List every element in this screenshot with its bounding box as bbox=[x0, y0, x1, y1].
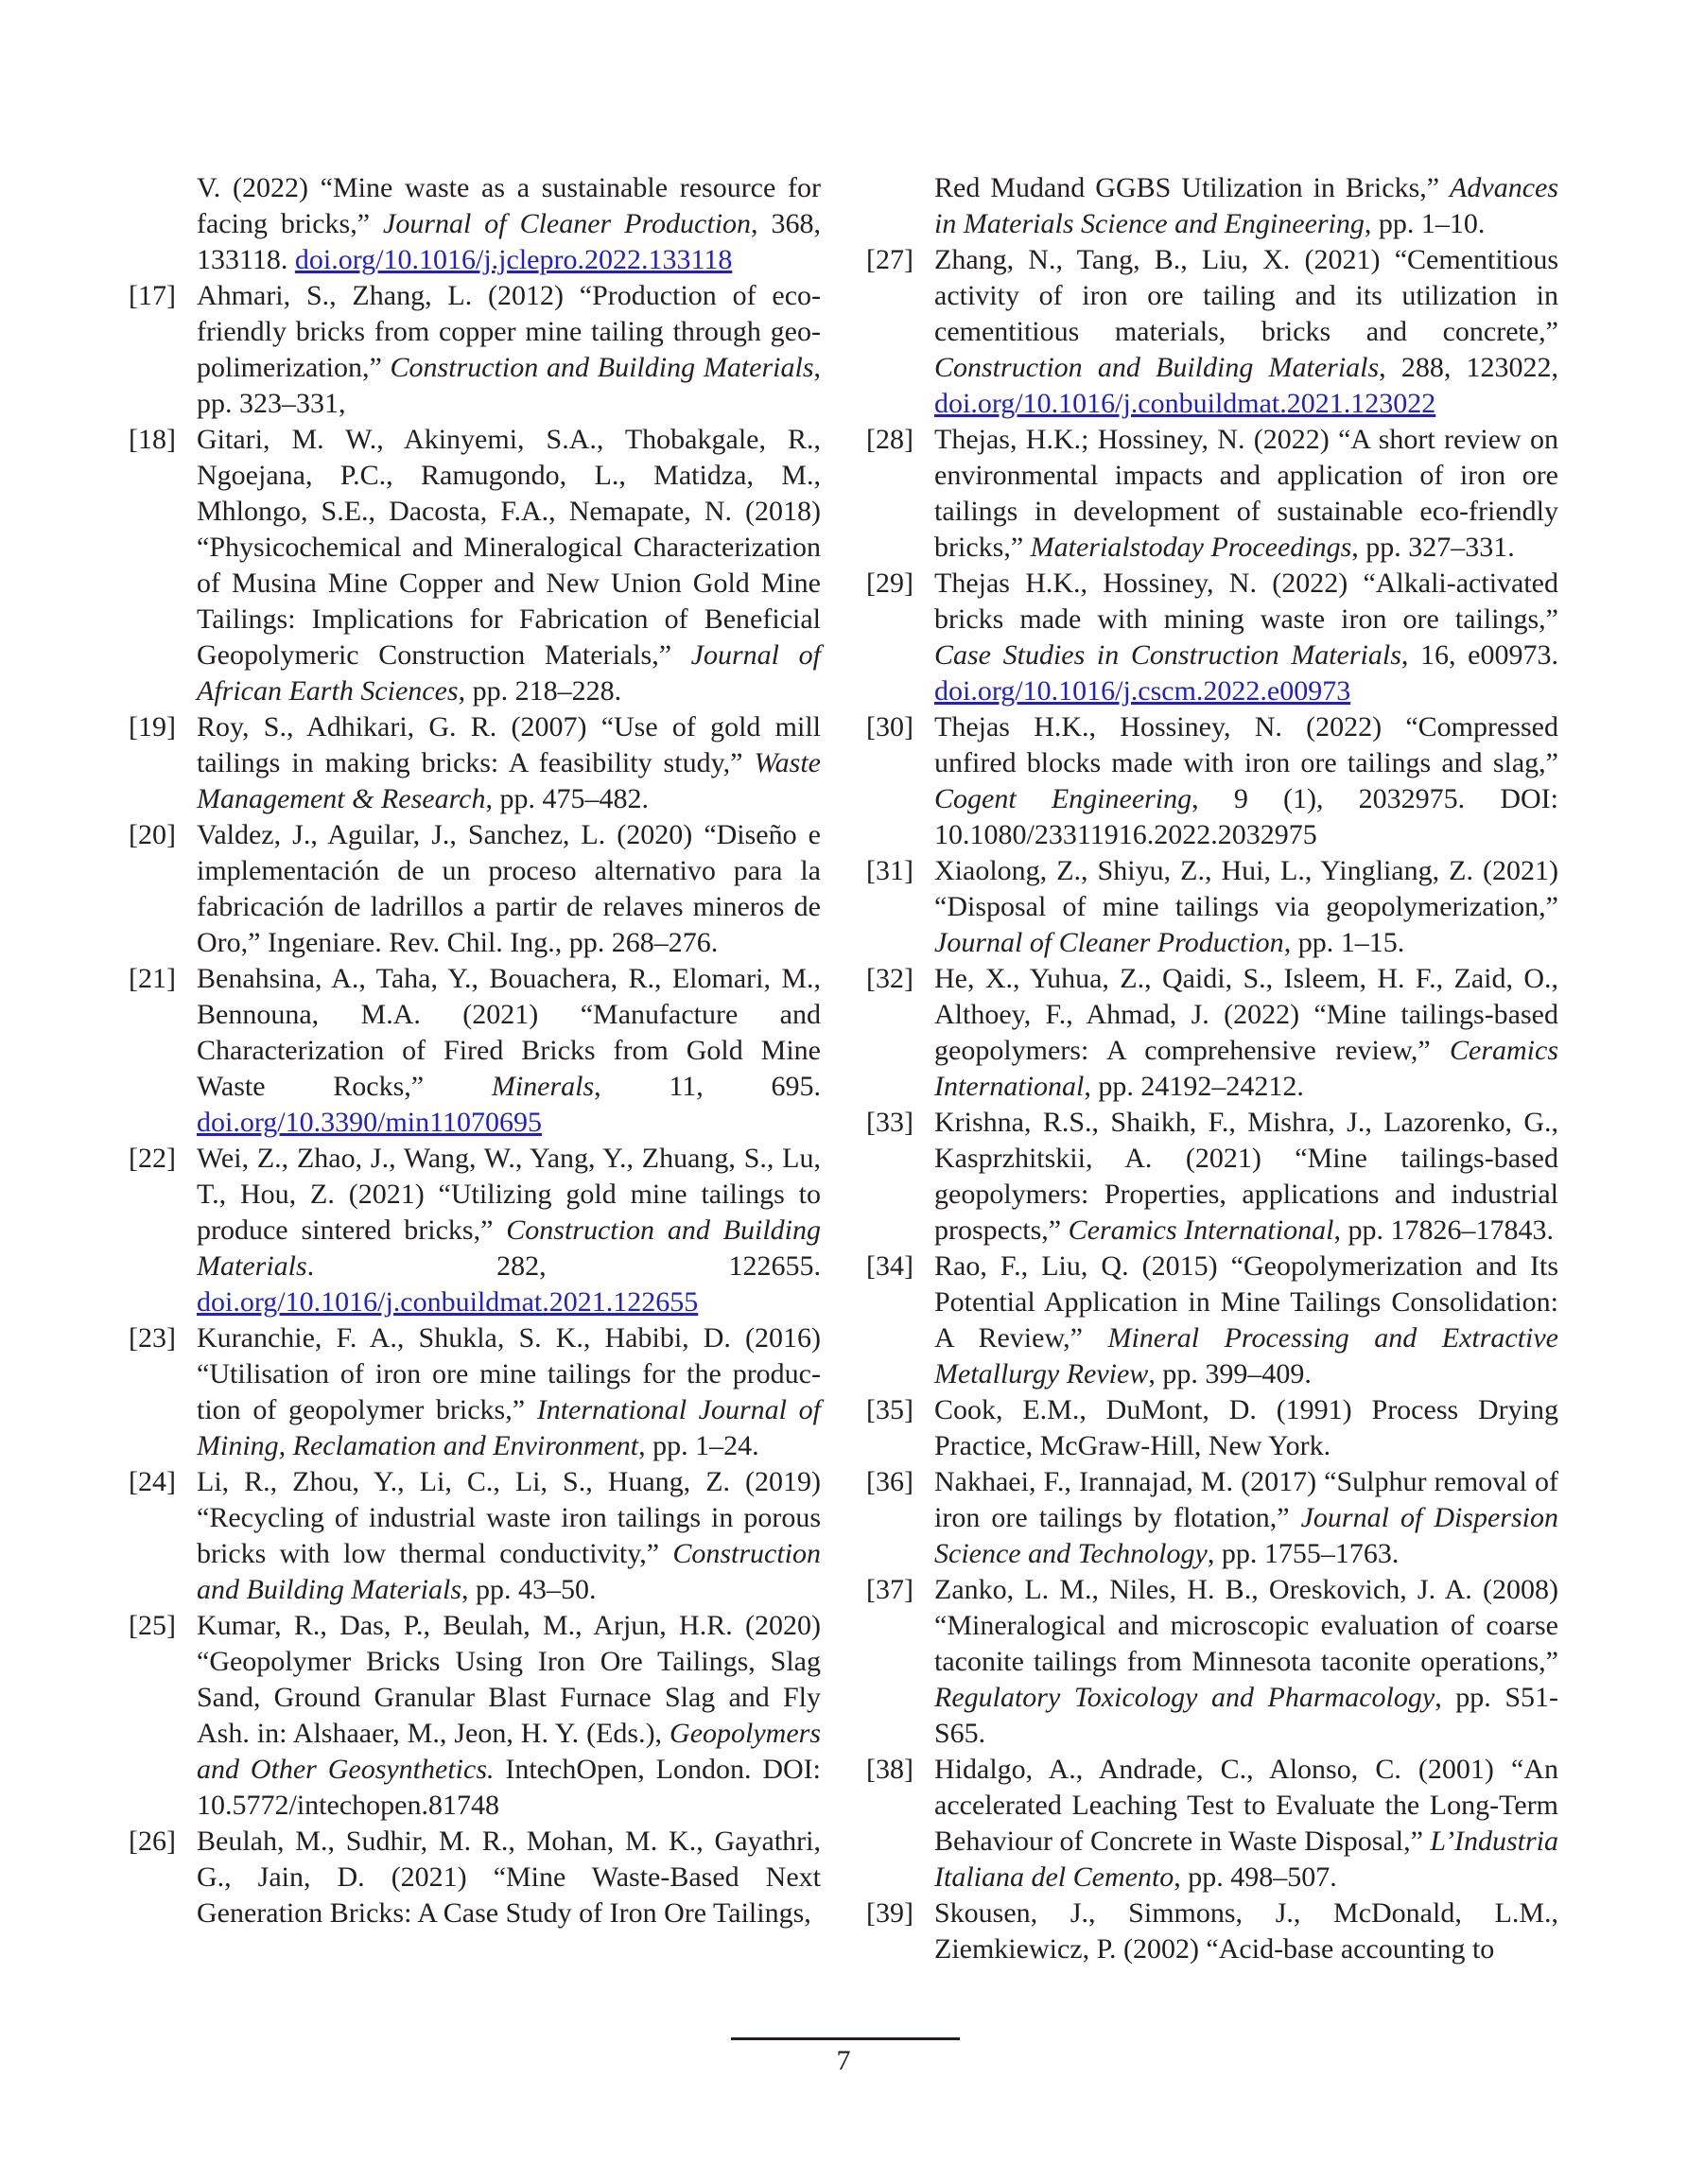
reference-text bbox=[934, 170, 1558, 242]
doi-link[interactable]: doi.org/10.1016/j.conbuildmat.2021.122655 bbox=[197, 1286, 699, 1318]
doi-link[interactable]: doi.org/10.1016/j.jclepro.2022.133118 bbox=[294, 244, 733, 275]
reference-number: [27] bbox=[866, 244, 913, 275]
reference-number: [26] bbox=[129, 1826, 176, 1857]
reference-text-segment: , pp. 1755–1763. bbox=[1207, 1538, 1400, 1569]
reference-text-segment: Li, R., Zhou, Y., Li, C., Li, S., Huang, Z. (2019) “Recycling of industrial waste iron tailings in porous bricks with low thermal conductivity,” bbox=[197, 1466, 821, 1569]
page-number: 7 bbox=[836, 2045, 851, 2076]
reference-number: [38] bbox=[866, 1754, 913, 1785]
reference-item bbox=[866, 422, 1558, 566]
reference-item bbox=[866, 170, 1558, 242]
reference-item bbox=[129, 170, 821, 278]
reference-text-segment: Ahmari, S., Zhang, L. (2012) “Production of eco-friendly bricks from copper mine tailing through geopolimerization,” bbox=[197, 280, 821, 383]
reference-text-segment: Krishna, R.S., Shaikh, F., Mishra, J., Lazorenko, G., Kasprzhitskii, A. (2021) “Mine tailings-based geopolymers: Properties, applications and industrial prospects,” bbox=[934, 1107, 1558, 1246]
reference-source-title: Cogent Engineering bbox=[934, 783, 1192, 814]
reference-number: [22] bbox=[129, 1143, 176, 1174]
reference-item bbox=[866, 1896, 1558, 1967]
reference-item bbox=[866, 853, 1558, 961]
reference-text-segment: Red Mudand GGBS Utilization in Bricks,” bbox=[934, 172, 1451, 203]
reference-source-title: International Journal of Mining, Reclamation and Environment bbox=[197, 1394, 821, 1461]
reference-number: [31] bbox=[866, 855, 913, 886]
reference-item bbox=[129, 1464, 821, 1608]
reference-text bbox=[197, 1464, 821, 1608]
reference-item bbox=[129, 817, 821, 961]
reference-text-segment: Nakhaei, F., Irannajad, M. (2017) “Sulphur removal of iron ore tailings by flotation,” bbox=[934, 1466, 1558, 1533]
reference-text bbox=[197, 278, 821, 422]
reference-source-title: Journal of Cleaner Production bbox=[934, 927, 1284, 958]
reference-number: [34] bbox=[866, 1250, 913, 1282]
reference-text-segment: , pp. 17826–17843. bbox=[1333, 1214, 1554, 1246]
reference-text-segment: Wei, Z., Zhao, J., Wang, W., Yang, Y., Zhuang, S., Lu, T., Hou, Z. (2021) “Utilizing gold mine tailings to produce sintered bricks,” bbox=[197, 1143, 821, 1246]
reference-item bbox=[129, 1608, 821, 1824]
reference-source-title: Construction and Building Materials bbox=[197, 1214, 821, 1282]
reference-item bbox=[866, 1752, 1558, 1896]
reference-source-title: Construction and Building Materials bbox=[934, 352, 1380, 383]
reference-text bbox=[197, 1320, 821, 1464]
reference-source-title: Ceramics International bbox=[1068, 1214, 1334, 1246]
reference-text-segment: , pp. 323–331, bbox=[197, 352, 821, 419]
reference-number: [23] bbox=[129, 1322, 176, 1354]
reference-item bbox=[866, 566, 1558, 709]
reference-text-segment: , 11, 695. bbox=[594, 1071, 821, 1102]
reference-text-segment: , pp. 475–482. bbox=[485, 783, 649, 814]
reference-source-title: Construction and Building Materials bbox=[390, 352, 814, 383]
reference-text bbox=[197, 709, 821, 817]
reference-source-title: L’Industria Italiana del Cemento bbox=[934, 1826, 1558, 1893]
reference-number: [19] bbox=[129, 711, 176, 743]
reference-source-title: Ceramics International bbox=[934, 1035, 1558, 1102]
reference-text bbox=[934, 1392, 1558, 1464]
reference-source-title: Mineral Processing and Extractive Metallurgy Review bbox=[934, 1322, 1558, 1389]
reference-number: [36] bbox=[866, 1466, 913, 1497]
reference-item bbox=[866, 1392, 1558, 1464]
reference-text-segment: Roy, S., Adhikari, G. R. (2007) “Use of gold mill tailings in making bricks: A feasibility study,” bbox=[197, 711, 821, 778]
reference-text-segment: Hidalgo, A., Andrade, C., Alonso, C. (2001) “An accelerated Leaching Test to Evaluate the Long-Term Behaviour of Concrete in Waste Disposal,” bbox=[934, 1754, 1558, 1857]
reference-text bbox=[934, 1464, 1558, 1572]
reference-number: [20] bbox=[129, 819, 176, 850]
reference-text bbox=[934, 1572, 1558, 1752]
reference-number: [17] bbox=[129, 280, 176, 311]
reference-text-segment: , 368, 133118. bbox=[197, 208, 821, 275]
reference-text bbox=[197, 961, 821, 1141]
reference-text-segment: , pp. 24192–24212. bbox=[1084, 1071, 1304, 1102]
reference-number: [33] bbox=[866, 1107, 913, 1138]
reference-text-segment: , pp. 218–228. bbox=[458, 675, 622, 707]
reference-text-segment: , pp. 43–50. bbox=[461, 1574, 597, 1605]
reference-text bbox=[934, 422, 1558, 566]
reference-source-title: Waste Management & Research bbox=[197, 747, 821, 814]
doi-link[interactable]: doi.org/10.3390/min11070695 bbox=[197, 1107, 543, 1138]
reference-text-segment: Valdez, J., Aguilar, J., Sanchez, L. (2020) “Diseño e implementación de un proceso alternativo para la fabricación de ladrillos a partir de relaves mineros de Oro,” Ingeniare. Rev. Chil. Ing., pp. 268–276. bbox=[197, 819, 821, 958]
reference-item bbox=[866, 1572, 1558, 1752]
reference-text bbox=[934, 709, 1558, 853]
reference-text-segment: Zanko, L. M., Niles, H. B., Oreskovich, J. A. (2008) “Mineralogical and microscopic evaluation of coarse taconite tailings from Minnesota taconite operations,” bbox=[934, 1574, 1558, 1677]
reference-source-title: Materialstoday Proceedings bbox=[1030, 532, 1352, 563]
reference-source-title: Advances in Materials Science and Engineering bbox=[934, 172, 1558, 239]
doi-link[interactable]: doi.org/10.1016/j.conbuildmat.2021.123022 bbox=[934, 388, 1436, 419]
reference-item bbox=[866, 1249, 1558, 1392]
reference-number: [28] bbox=[866, 424, 913, 455]
reference-source-title: Case Studies in Construction Materials bbox=[934, 639, 1401, 671]
reference-text bbox=[934, 242, 1558, 422]
reference-text bbox=[197, 1824, 821, 1931]
reference-item bbox=[129, 1320, 821, 1464]
reference-text-segment: , pp. 1–10. bbox=[1364, 208, 1486, 239]
reference-text-segment: Xiaolong, Z., Shiyu, Z., Hui, L., Yingliang, Z. (2021) “Disposal of mine tailings via geopolymerization,” bbox=[934, 855, 1558, 922]
reference-text-segment: Kumar, R., Das, P., Beulah, M., Arjun, H.R. (2020) “Geopolymer Bricks Using Iron Ore Tailings, Slag Sand, Ground Granular Blast Furnace Slag and Fly Ash. in: Alshaaer, M., Jeon, H. Y. (Eds.), bbox=[197, 1610, 821, 1749]
reference-text bbox=[197, 1608, 821, 1824]
reference-text-segment: . 282, 122655. bbox=[306, 1250, 821, 1282]
reference-number: [37] bbox=[866, 1574, 913, 1605]
reference-text-segment: Cook, E.M., DuMont, D. (1991) Process Drying Practice, McGraw-Hill, New York. bbox=[934, 1394, 1558, 1461]
reference-text bbox=[934, 1105, 1558, 1249]
reference-text bbox=[934, 1752, 1558, 1896]
reference-number: [29] bbox=[866, 568, 913, 599]
reference-source-title: Geopolymers and Other Geosynthetics. bbox=[197, 1718, 821, 1785]
doi-link[interactable]: doi.org/10.1016/j.cscm.2022.e00973 bbox=[934, 675, 1351, 707]
reference-text-segment: Benahsina, A., Taha, Y., Bouachera, R., Elomari, M., Bennouna, M.A. (2021) “Manufacture and Characterization of Fired Bricks from Gold Mine Waste Rocks,” bbox=[197, 963, 821, 1102]
reference-item bbox=[129, 1141, 821, 1320]
reference-source-title: Journal of Dispersion Science and Technology bbox=[934, 1502, 1558, 1569]
reference-text bbox=[197, 1141, 821, 1320]
reference-number: [30] bbox=[866, 711, 913, 743]
reference-item bbox=[129, 961, 821, 1141]
reference-text-segment: , 9 (1), 2032975. DOI: 10.1080/23311916.2022.2032975 bbox=[934, 783, 1558, 850]
reference-text bbox=[934, 961, 1558, 1105]
reference-item bbox=[129, 709, 821, 817]
reference-number: [39] bbox=[866, 1897, 913, 1929]
left-column bbox=[129, 170, 821, 1931]
reference-number: [25] bbox=[129, 1610, 176, 1641]
reference-number: [18] bbox=[129, 424, 176, 455]
reference-text bbox=[197, 170, 821, 278]
reference-item bbox=[866, 709, 1558, 853]
reference-source-title: Minerals bbox=[491, 1071, 595, 1102]
reference-text-segment: , 288, 123022, bbox=[1379, 352, 1559, 383]
reference-number: [24] bbox=[129, 1466, 176, 1497]
reference-text-segment: , 16, e00973. bbox=[1400, 639, 1558, 671]
reference-text-segment: , pp. 399–409. bbox=[1148, 1358, 1312, 1389]
reference-text-segment: Rao, F., Liu, Q. (2015) “Geopolymerization and Its Potential Application in Mine Tailings Consolidation: A Review,” bbox=[934, 1250, 1558, 1354]
reference-source-title: Journal of African Earth Sciences bbox=[197, 639, 821, 707]
reference-number: [32] bbox=[866, 963, 913, 994]
reference-text-segment: , pp. 1–24. bbox=[638, 1430, 759, 1461]
reference-text-segment: Skousen, J., Simmons, J., McDonald, L.M., Ziemkiewicz, P. (2002) “Acid-base accounting to bbox=[934, 1897, 1558, 1965]
reference-source-title: Journal of Cleaner Production bbox=[383, 208, 752, 239]
reference-text-segment: IntechOpen, London. DOI: 10.5772/intechopen.81748 bbox=[197, 1754, 821, 1821]
reference-text-segment: Kuranchie, F. A., Shukla, S. K., Habibi, D. (2016) “Utilisation of iron ore mine tailings for the production of geopolymer bricks,” bbox=[197, 1322, 821, 1425]
reference-text-segment: He, X., Yuhua, Z., Qaidi, S., Isleem, H. F., Zaid, O., Althoey, F., Ahmad, J. (2022) “Mine tailings-based geopolymers: A comprehensive review,” bbox=[934, 963, 1558, 1066]
reference-item bbox=[866, 961, 1558, 1105]
reference-number: [35] bbox=[866, 1394, 913, 1425]
reference-item bbox=[866, 1464, 1558, 1572]
reference-text-segment: , pp. 327–331. bbox=[1351, 532, 1515, 563]
reference-text-segment: , pp. 1–15. bbox=[1283, 927, 1405, 958]
reference-text-segment: Beulah, M., Sudhir, M. R., Mohan, M. K., Gayathri, G., Jain, D. (2021) “Mine Waste-Based Next Generation Bricks: A Case Study of Iron Ore Tailings, bbox=[197, 1826, 821, 1929]
reference-item bbox=[866, 1105, 1558, 1249]
reference-text bbox=[197, 817, 821, 961]
reference-text-segment: , pp. 498–507. bbox=[1174, 1861, 1337, 1893]
reference-source-title: Construction and Building Materials bbox=[197, 1538, 821, 1605]
reference-text-segment: Thejas, H.K.; Hossiney, N. (2022) “A short review on environmental impacts and application of iron ore tailings in development of sustainable eco-friendly bricks,” bbox=[934, 424, 1558, 563]
footer-rule bbox=[731, 2037, 960, 2040]
reference-text-segment: Thejas H.K., Hossiney, N. (2022) “Compressed unfired blocks made with iron ore tailings and slag,” bbox=[934, 711, 1558, 778]
reference-text bbox=[934, 566, 1558, 709]
reference-text bbox=[197, 422, 821, 709]
reference-text-segment: Thejas H.K., Hossiney, N. (2022) “Alkali-activated bricks made with mining waste iron ore tailings,” bbox=[934, 568, 1558, 635]
reference-item bbox=[129, 422, 821, 709]
reference-text bbox=[934, 1896, 1558, 1967]
reference-number: [21] bbox=[129, 963, 176, 994]
reference-item bbox=[129, 278, 821, 422]
reference-text-segment: Zhang, N., Tang, B., Liu, X. (2021) “Cementitious activity of iron ore tailing and its utilization in cementitious materials, bricks and concrete,” bbox=[934, 244, 1558, 347]
reference-text bbox=[934, 1249, 1558, 1392]
reference-item bbox=[129, 1824, 821, 1931]
right-column bbox=[866, 170, 1558, 1967]
reference-text bbox=[934, 853, 1558, 961]
reference-source-title: Regulatory Toxicology and Pharmacology bbox=[934, 1682, 1435, 1713]
reference-text-segment: , pp. S51-S65. bbox=[934, 1682, 1558, 1749]
reference-item bbox=[866, 242, 1558, 422]
reference-text-segment: V. (2022) “Mine waste as a sustainable resource for facing bricks,” bbox=[197, 172, 821, 239]
reference-text-segment: Gitari, M. W., Akinyemi, S.A., Thobakgale, R., Ngoejana, P.C., Ramugondo, L., Matidza, M., Mhlongo, S.E., Dacosta, F.A., Nemapate, N. (2018) “Physicochemical and Mineralogical Characterization of Musina Mine Copper and New Union Gold Mine Tailings: Implications for Fabrication of Beneficial Geopolymeric Construction Materials,” bbox=[197, 424, 821, 671]
